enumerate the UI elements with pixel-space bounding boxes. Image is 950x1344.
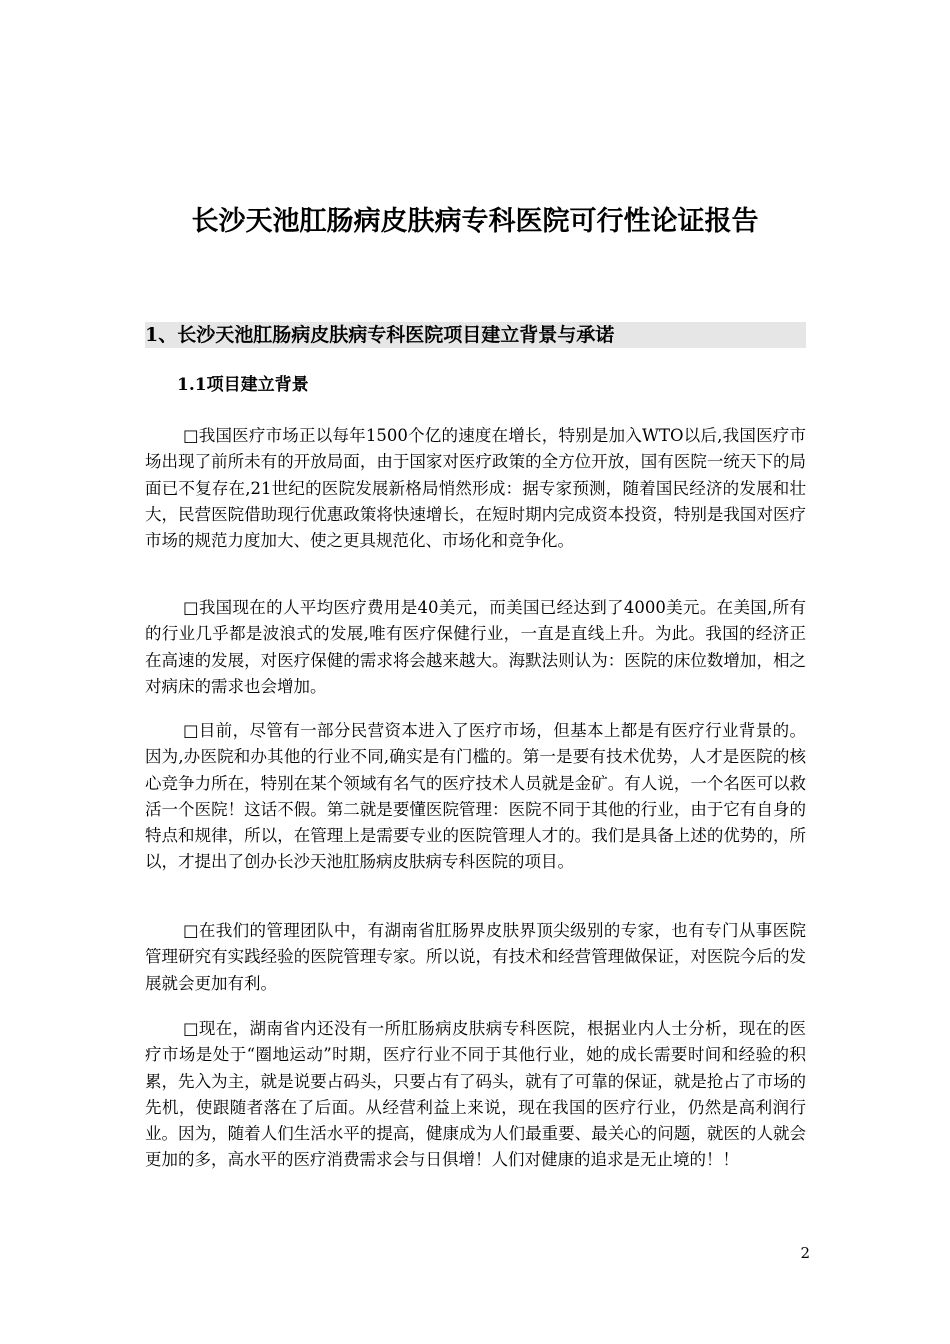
body-paragraph: □我国现在的人平均医疗费用是40美元，而美国已经达到了4000美元。在美国,所有的行业几乎都是波浪式的发展,唯有医疗保健行业，一直是直线上升。为此。我国的经济正在高速的发展，对医疗保健的需求将会越来越大。海默法则认为：医院的床位数增加，相之对病床的需求也会增加。 xyxy=(145,598,806,696)
body-paragraph: □现在，湖南省内还没有一所肛肠病皮肤病专科医院，根据业内人士分析，现在的医疗市场是处于“圈地运动”时期，医疗行业不同于其他行业，她的成长需要时间和经验的积累，先入为主，就是说要占码头，只要占有了码头，就有了可靠的保证，就是抢占了市场的先机，使跟随者落在了后面。从经营利益上来说，现在我国的医疗行业，仍然是高利润行业。因为，随着人们生活水平的提高，健康成为人们最重要、最关心的问题，就医的人就会更加的多，高水平的医疗消费需求会与日俱增！人们对健康的追求是无止境的！！ xyxy=(145,1019,806,1170)
document-title: 长沙天池肛肠病皮肤病专科医院可行性论证报告 xyxy=(191,206,759,237)
subsection-heading: 1.1项目建立背景 xyxy=(177,375,309,395)
body-paragraph: □目前，尽管有一部分民营资本进入了医疗市场，但基本上都是有医疗行业背景的。因为,办医院和办其他的行业不同,确实是有门槛的。第一是要有技术优势，人才是医院的核心竞争力所在，特别在某个领域有名气的医疗技术人员就是金矿。有人说，一个名医可以救活一个医院！这话不假。第二就是要懂医院管理：医院不同于其他的行业，由于它有自身的特点和规律，所以，在管理上是需要专业的医院管理人才的。我们是具备上述的优势的，所以，才提出了创办长沙天池肛肠病皮肤病专科医院的项目。 xyxy=(145,721,806,872)
page-number: 2 xyxy=(800,1244,810,1262)
section-heading: 1、长沙天池肛肠病皮肤病专科医院项目建立背景与承诺 xyxy=(145,322,806,348)
body-paragraph: □在我们的管理团队中，有湖南省肛肠界皮肤界顶尖级别的专家，也有专门从事医院管理研究有实践经验的医院管理专家。所以说，有技术和经营管理做保证，对医院今后的发展就会更加有利。 xyxy=(145,921,806,993)
body-paragraph: □我国医疗市场正以每年1500个亿的速度在增长，特别是加入WTO以后,我国医疗市场出现了前所未有的开放局面，由于国家对医疗政策的全方位开放，国有医院一统天下的局面已不复存在,21世纪的医院发展新格局悄然形成：据专家预测，随着国民经济的发展和壮大，民营医院借助现行优惠政策将快速增长，在短时期内完成资本投资，特别是我国对医疗市场的规范力度加大、使之更具规范化、市场化和竞争化。 xyxy=(145,426,806,551)
